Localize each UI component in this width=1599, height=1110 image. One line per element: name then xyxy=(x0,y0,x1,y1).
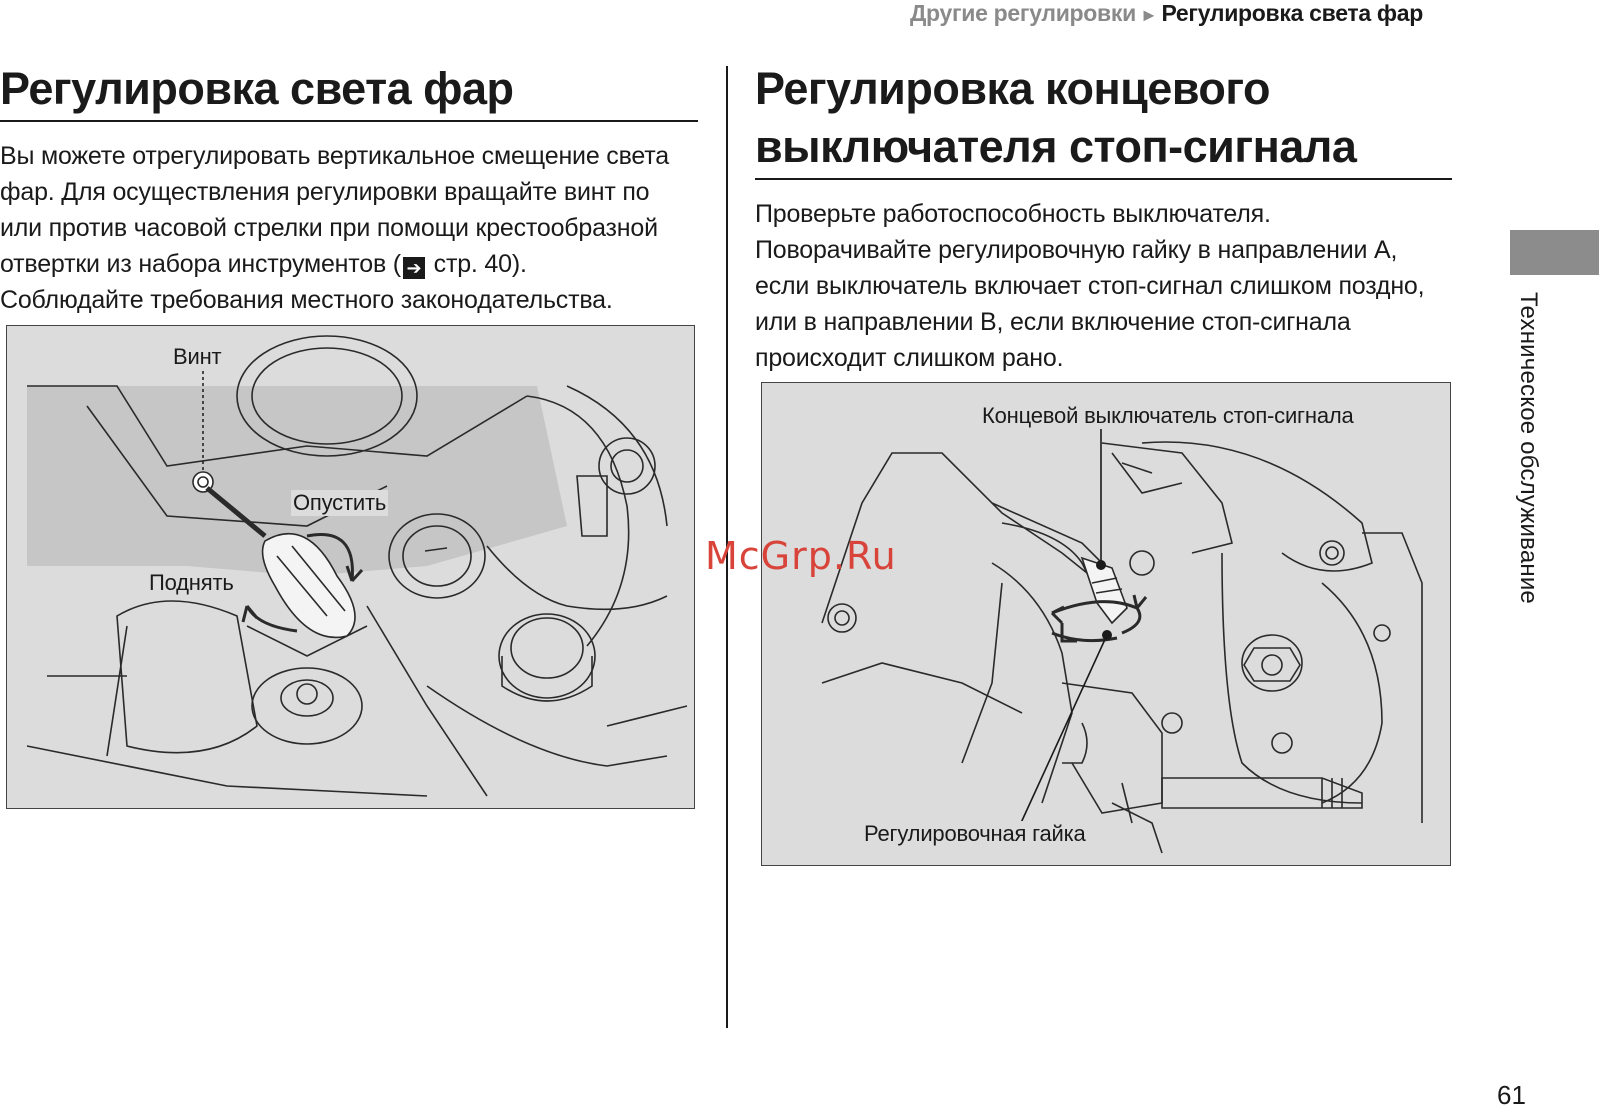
label-lower: Опустить xyxy=(293,490,387,515)
watermark: McGrp.Ru xyxy=(705,534,897,578)
title-line-1: Регулировка концевого xyxy=(755,63,1271,114)
label-raise: Поднять xyxy=(149,570,234,595)
breadcrumb-current: Регулировка света фар xyxy=(1161,0,1423,26)
brake-paragraph-2: Поворачивайте регулировочную гайку в направлении A, если выключатель включает стоп-сигнал слишком поздно, или в направлении B, если включение стоп-сигнала происходит слишком рано. xyxy=(755,236,1425,372)
brake-switch-instructions xyxy=(755,196,1452,376)
headlight-paragraph-2: Соблюдайте требования местного законодательства. xyxy=(0,286,613,314)
breadcrumb-parent[interactable]: Другие регулировки xyxy=(909,0,1136,26)
headlight-illustration xyxy=(7,326,694,808)
title-line-2: выключателя стоп-сигнала xyxy=(755,121,1357,172)
brake-switch-section xyxy=(755,60,1452,376)
brake-switch-figure xyxy=(761,382,1451,866)
page-reference[interactable]: стр. 40). xyxy=(426,250,527,278)
label-screw: Винт xyxy=(173,344,222,369)
brake-paragraph-1: Проверьте работоспособность выключателя. xyxy=(755,200,1271,228)
label-brake-switch: Концевой выключатель стоп-сигнала xyxy=(982,403,1354,428)
page-number: 61 xyxy=(1497,1080,1526,1110)
section-label[interactable]: Техническое обслуживание xyxy=(1515,292,1542,604)
section-title-brake-switch xyxy=(755,60,1452,180)
breadcrumb xyxy=(910,0,1423,28)
headlight-instructions xyxy=(0,138,698,318)
headlight-adjustment-section xyxy=(0,60,698,318)
label-adjusting-nut: Регулировочная гайка xyxy=(864,821,1086,846)
brake-switch-illustration xyxy=(762,383,1450,865)
section-title-headlight: Регулировка света фар xyxy=(0,60,698,122)
breadcrumb-separator-icon: ► xyxy=(1139,5,1158,25)
arrow-right-icon[interactable]: ➔ xyxy=(403,257,425,279)
section-tab[interactable] xyxy=(1510,230,1599,275)
headlight-figure xyxy=(6,325,695,809)
headlight-paragraph-1: Вы можете отрегулировать вертикальное смещение света фар. Для осуществления регулировки вращайте винт по или против часовой стрелки при помощи крестообразной отвертки из набора инструментов ( xyxy=(0,142,669,278)
